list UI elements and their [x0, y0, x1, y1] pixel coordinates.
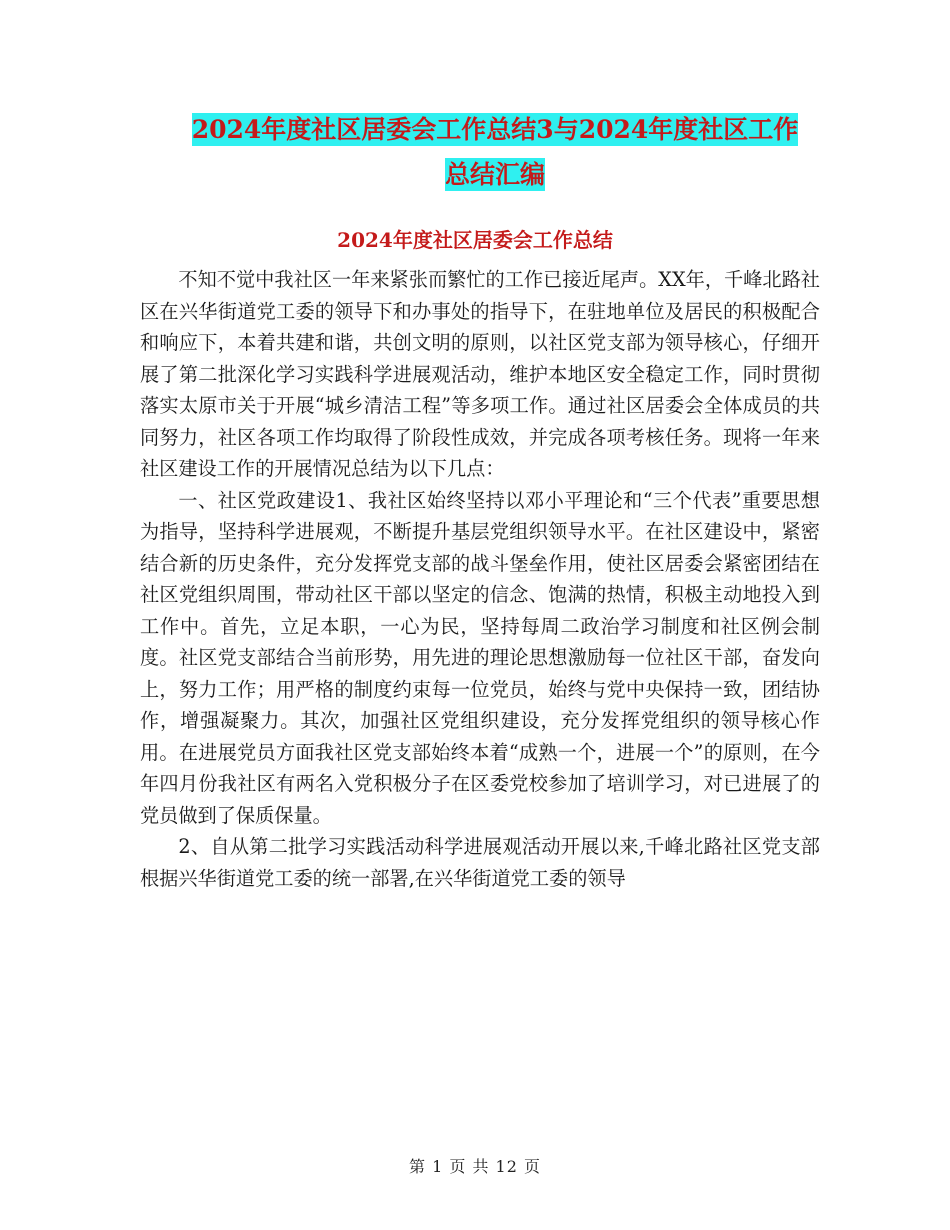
paragraph-2: 一、社区党政建设1、我社区始终坚持以邓小平理论和“三个代表”重要思想为指导，坚持科学进展观，不断提升基层党组织领导水平。在社区建设中，紧密结合新的历史条件，充分发挥党支部的战斗堡垒作用，使社区居委会紧密团结在社区党组织周围，带动社区干部以坚定的信念、饱满的热情，积极主动地投入到工作中。首先，立足本职，一心为民，坚持每周二政治学习制度和社区例会制度。社区党支部结合当前形势，用先进的理论思想激励每一位社区干部，奋发向上，努力工作；用严格的制度约束每一位党员，始终与党中央保持一致，团结协作，增强凝聚力。其次，加强社区党组织建设，充分发挥党组织的领导核心作用。在进展党员方面我社区党支部始终本着“成熟一个，进展一个”的原则，在今年四月份我社区有两名入党积极分子在区委党校参加了培训学习，对已进展了的党员做到了保质保量。: [140, 488, 820, 827]
document-title-highlight-1: 2024年度社区居委会工作总结3与2024年度社区工作: [191, 115, 799, 144]
document-title-line-1: [140, 115, 850, 145]
page-footer: 第 1 页 共 12 页: [409, 1157, 541, 1176]
section-title: 2024年度社区居委会工作总结: [337, 228, 613, 252]
paragraph-3: 2、自从第二批学习实践活动科学进展观活动开展以来,千峰北路社区党支部根据兴华街道党工委的统一部署,在兴华街道党工委的领导: [140, 835, 820, 890]
paragraph-1: 不知不觉中我社区一年来紧张而繁忙的工作已接近尾声。XX年，千峰北路社区在兴华街道党工委的领导下和办事处的指导下，在驻地单位及居民的积极配合和响应下，本着共建和谐，共创文明的原则，以社区党支部为领导核心，仔细开展了第二批深化学习实践科学进展观活动，维护本地区安全稳定工作，同时贯彻落实太原市关于开展“城乡清洁工程”等多项工作。通过社区居委会全体成员的共同努力，社区各项工作均取得了阶段性成效，并完成各项考核任务。现将一年来社区建设工作的开展情况总结为以下几点：: [140, 268, 820, 480]
document-title-line-2: [140, 160, 850, 190]
body-text: [140, 264, 820, 894]
document-title-highlight-2: 总结汇编: [444, 160, 545, 189]
